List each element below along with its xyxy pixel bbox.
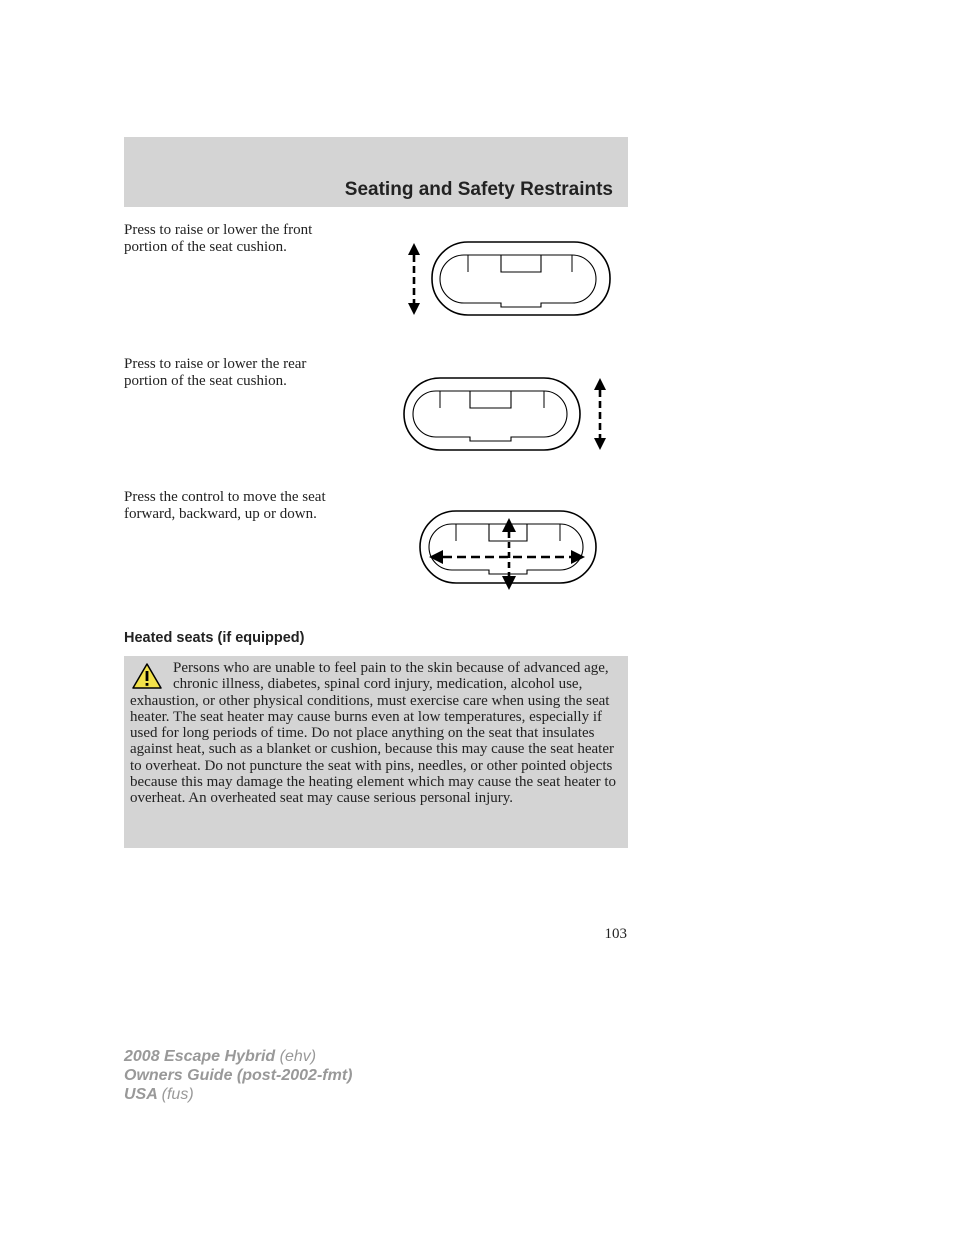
footer-model: 2008 Escape Hybrid (124, 1048, 276, 1065)
footer-guide: Owners Guide (post-2002-fmt) (124, 1067, 353, 1084)
page-title: Seating and Safety Restraints (344, 179, 613, 200)
seat-rear-cushion-control-icon (400, 373, 612, 455)
seat-position-control-icon (416, 506, 602, 592)
footer-model-code: (ehv) (279, 1048, 317, 1065)
seat-front-cushion-control-icon (402, 238, 614, 320)
page-number: 103 (604, 926, 627, 942)
front-cushion-instruction: Press to raise or lower the front portion of the seat cushion. (124, 222, 313, 255)
document-footer (124, 1047, 352, 1104)
heated-seats-warning (124, 656, 628, 848)
heated-seats-heading: Heated seats (if equipped) (124, 630, 305, 646)
footer-market: USA (124, 1086, 158, 1103)
header-band (124, 137, 628, 207)
footer-market-code: (fus) (161, 1086, 194, 1103)
warning-text: Persons who are unable to feel pain to the skin because of advanced age, chronic illness, diabetes, spinal cord injury, medication, alcohol use, exhaustion, or other physical conditions, must exercise care when using the seat heater. The seat heater may cause burns even at low temperatures, especially if used for long periods of time. Do not place anything on the seat that insulates against heat, such as a blanket or cushion, because this may cause the seat heater to overheat. Do not puncture the seat with pins, needles, or other pointed objects because this may damage the heating element which may cause the seat heater to overheat. An overheated seat may cause serious personal injury. (130, 660, 617, 807)
seat-position-instruction: Press the control to move the seat forward, backward, up or down. (124, 489, 326, 522)
rear-cushion-instruction: Press to raise or lower the rear portion of the seat cushion. (124, 356, 307, 389)
